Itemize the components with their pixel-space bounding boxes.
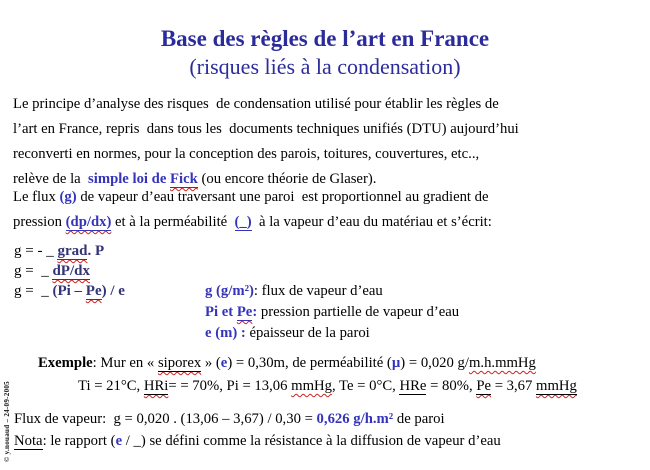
example-e-symbol: e: [220, 355, 228, 371]
legend-line-1: [205, 281, 459, 302]
intro-line4-pre: relève de la: [13, 171, 89, 187]
formula-3: [14, 281, 125, 301]
formula-block: [14, 241, 125, 301]
flux-result-line: [14, 408, 445, 430]
example-t3: ) = 0,30m, de perméabilité (: [227, 355, 392, 371]
flux-line2-pre: pression: [13, 214, 66, 230]
example-line-2: [38, 375, 577, 398]
intro-line-1: Le principe d’analyse des risques de condensation utilisé pour établir les règles de: [13, 96, 499, 112]
nota-e-symbol: e: [115, 433, 123, 449]
mmhg-term-1: mmHg: [291, 378, 332, 394]
flux-paragraph: [13, 185, 492, 235]
flux-para-line-1: [13, 185, 492, 210]
flux-para-line-2: [13, 210, 492, 235]
formula3-open: (Pi –: [52, 283, 86, 299]
example-te: , Te = 0°C,: [331, 378, 400, 394]
legend-e-text: épaisseur de la paroi: [245, 325, 370, 341]
flux-calculation: Flux de vapeur: g = 0,020 . (13,06 – 3,67) / 0,30 =: [14, 411, 317, 427]
nota-t2: / _) se défini comme la résistance à la diffusion de vapeur d’eau: [122, 433, 501, 449]
example-hre-val: = 80%,: [426, 378, 477, 394]
flux-line1-pre: Le flux: [13, 189, 60, 205]
formula1-suffix: . P: [87, 243, 105, 259]
example-ti: Ti = 21°C,: [78, 378, 144, 394]
siporex-word: siporex: [157, 355, 202, 371]
intro-line-3: reconverti en normes, pour la conception des parois, toitures, couvertures, etc..,: [13, 146, 480, 162]
example-t1: : Mur en «: [92, 355, 158, 371]
pe-term: Pe: [85, 283, 102, 299]
legend-line-2: [205, 302, 459, 323]
example-line-1: [38, 352, 577, 375]
intro-line-2: l’art en France, repris dans tous les documents techniques unifiés (DTU) aujourd’hui: [13, 121, 519, 137]
dpdx-term: dP/dx: [52, 263, 90, 279]
legend-pi-term: Pi et: [205, 304, 237, 320]
formula2-prefix: g = _: [14, 263, 53, 279]
nota-line: [14, 430, 501, 452]
example-pe-val: = 3,67: [491, 378, 537, 394]
legend1-colon: :: [253, 283, 262, 299]
formula-2: [14, 261, 125, 281]
intro-paragraph: [13, 92, 519, 192]
legend-e-term: e (m) :: [205, 325, 246, 341]
example-block: [38, 352, 577, 398]
slide-subtitle: (risques liés à la condensation): [189, 54, 461, 79]
example-pi: = = 70%, Pi = 13,06: [168, 378, 292, 394]
hre-term: HRe: [399, 378, 427, 394]
example-label: Exemple: [38, 355, 93, 371]
mmhg-term-2: mmHg: [536, 378, 577, 394]
example-unit: m.h.mmHg: [468, 355, 536, 371]
watermark-copyright: © y.nouaud – 24-09-2005: [3, 381, 11, 462]
g-symbol: (g): [59, 189, 77, 205]
grad-term: grad: [57, 243, 88, 259]
formula3-prefix: g = _: [14, 283, 53, 299]
legend-pi-text: pression partielle de vapeur d’eau: [257, 304, 460, 320]
flux-line1-post: de vapeur d’eau traversant une paroi est proportionnel au gradient de: [76, 189, 489, 205]
pe-term-2: Pe: [476, 378, 492, 394]
flux-result-suffix: de paroi: [393, 411, 445, 427]
flux-result-value: 0,626 g/h.m²: [316, 411, 394, 427]
legend-g-text: flux de vapeur d’eau: [261, 283, 383, 299]
fick-word: Fick: [170, 171, 198, 187]
example-mu-symbol: µ: [391, 355, 401, 371]
legend2-colon: :: [252, 304, 258, 320]
symbol-legend: [205, 281, 459, 344]
formula3-close: ) / e: [101, 283, 125, 299]
nota-t1: : le rapport (: [42, 433, 116, 449]
intro-line4-post: (ou encore théorie de Glaser).: [197, 171, 377, 187]
example-t4: ) = 0,020 g/: [400, 355, 469, 371]
fick-law-term: simple loi de: [88, 171, 171, 187]
slide-title: Base des règles de l’art en France: [160, 26, 490, 51]
slide-header: [0, 24, 650, 80]
mu-symbol: (_): [234, 214, 252, 230]
formula-1: [14, 241, 125, 261]
legend-line-3: [205, 323, 459, 344]
nota-label: Nota: [14, 433, 43, 449]
example-t2: » (: [201, 355, 221, 371]
flux-line2-post: à la vapeur d’eau du matériau et s’écrit:: [251, 214, 492, 230]
flux-line2-mid: et à la perméabilité: [111, 214, 235, 230]
legend-pe-term: Pe: [236, 304, 253, 320]
legend-g-term: g (g/m²): [205, 283, 254, 299]
hri-term: HRi: [143, 378, 169, 394]
dpdx-symbol: (dp/dx): [65, 214, 112, 230]
formula1-prefix: g = - _: [14, 243, 58, 259]
